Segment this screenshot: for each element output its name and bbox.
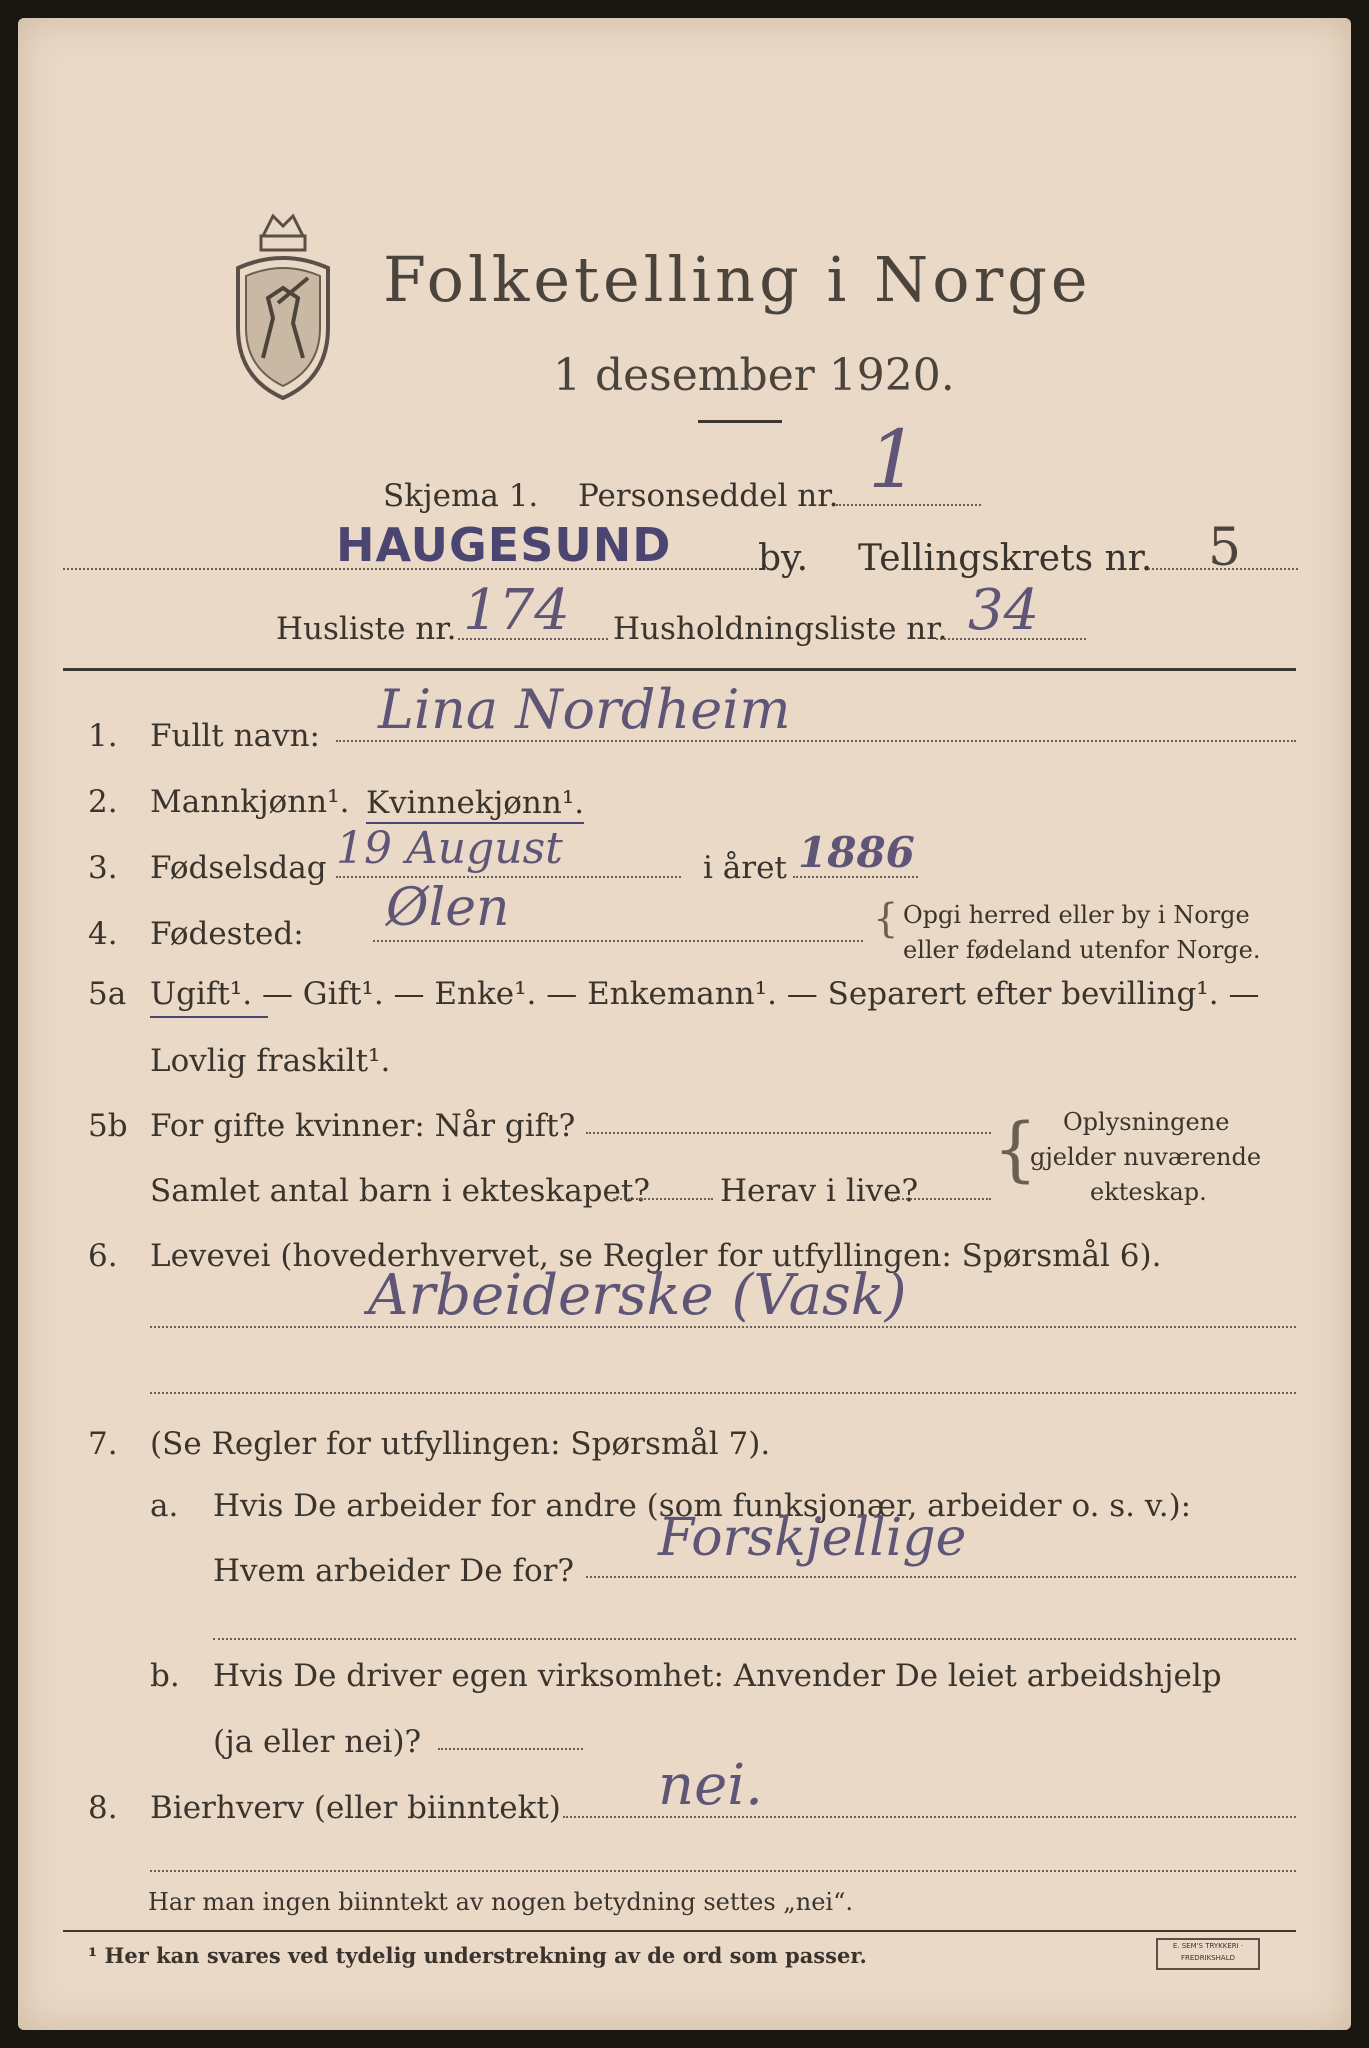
- husholdning-label: Husholdningsliste nr.: [613, 611, 948, 647]
- marital-status-options[interactable]: Ugift¹. — Gift¹. — Enke¹. — Enkemann¹. — Separert efter bevilling¹. —: [150, 976, 1260, 1012]
- nei-instruction: Har man ingen biinntekt av nogen betydning settes „nei“.: [148, 1888, 853, 1916]
- census-form-paper: [18, 18, 1351, 2030]
- mannkjonn-option[interactable]: Mannkjønn¹.: [150, 784, 350, 820]
- kvinnekjonn-option-underlined[interactable]: Kvinnekjønn¹.: [366, 784, 584, 824]
- q4-number: 4.: [88, 916, 118, 952]
- side-income-line-2: [150, 1870, 1296, 1872]
- footnote-separator: [63, 1930, 1296, 1932]
- q4-note-brace: {: [873, 896, 899, 942]
- q5b-number: 5b: [88, 1108, 128, 1144]
- q6-label: Levevei (hovederhvervet, se Regler for utfyllingen: Spørsmål 6).: [150, 1238, 1162, 1274]
- q7-label: (Se Regler for utfyllingen: Spørsmål 7).: [150, 1426, 771, 1462]
- children-alive-label: Herav i live?: [720, 1173, 919, 1209]
- tellingskrets-value[interactable]: 5: [1208, 518, 1242, 578]
- husliste-value[interactable]: 174: [463, 578, 570, 643]
- q7-number: 7.: [88, 1426, 118, 1462]
- husliste-label: Husliste nr.: [276, 611, 457, 647]
- q7a-line1: Hvis De arbeider for andre (som funksjonær, arbeider o. s. v.):: [213, 1488, 1192, 1524]
- form-title: Folketelling i Norge: [383, 243, 1092, 316]
- q7a-line2: Hvem arbeider De for?: [213, 1553, 575, 1589]
- q5b-note-line2: gjelder nuværende: [1030, 1143, 1262, 1171]
- census-date: 1 desember 1920.: [553, 350, 955, 401]
- q1-label: Fullt navn:: [150, 718, 320, 754]
- q5b-when-married-label: For gifte kvinner: Når gift?: [150, 1108, 576, 1144]
- full-name-value[interactable]: Lina Nordheim: [378, 678, 791, 741]
- lovlig-fraskilt-option[interactable]: Lovlig fraskilt¹.: [150, 1043, 391, 1079]
- year-label: i året: [703, 850, 787, 886]
- birthplace-line: [373, 940, 863, 942]
- q5b-note-line1: Oplysningene: [1063, 1108, 1230, 1136]
- when-married-line: [586, 1132, 991, 1134]
- q4-note-line1: Opgi herred eller by i Norge: [903, 901, 1250, 929]
- side-income-value[interactable]: nei.: [658, 1753, 763, 1818]
- city-stamp: HAUGESUND: [336, 518, 672, 572]
- q7b-line2: (ja eller nei)?: [213, 1724, 422, 1760]
- q4-note-line2: eller fødeland utenfor Norge.: [903, 936, 1261, 964]
- children-total-line: [613, 1198, 713, 1200]
- norwegian-coat-of-arms-icon: [228, 208, 338, 408]
- header-separator: [63, 668, 1296, 671]
- q5b-note-line3: ekteskap.: [1090, 1178, 1207, 1206]
- tellingskrets-label: Tellingskrets nr.: [858, 538, 1153, 579]
- occupation-line-2: [150, 1392, 1296, 1394]
- q8-label: Bierhverv (eller biinntekt): [150, 1790, 561, 1826]
- husholdning-value[interactable]: 34: [968, 578, 1040, 643]
- by-label: by.: [758, 538, 809, 579]
- employer-line-2: [213, 1638, 1296, 1640]
- q3-label: Fødselsdag: [150, 850, 327, 886]
- q2-number: 2.: [88, 784, 118, 820]
- q1-number: 1.: [88, 718, 118, 754]
- q8-number: 8.: [88, 1790, 118, 1826]
- children-alive-line: [891, 1198, 991, 1200]
- birthday-value[interactable]: 19 August: [336, 823, 563, 874]
- footnote: ¹ Her kan svares ved tydelig understrekning av de ord som passer.: [88, 1943, 867, 1968]
- birth-year-value[interactable]: 1886: [798, 828, 915, 877]
- ugift-underline: [150, 1016, 268, 1018]
- employer-line: [586, 1576, 1296, 1578]
- hired-help-line: [438, 1748, 583, 1750]
- q4-label: Fødested:: [150, 916, 304, 952]
- schema-label: Skjema 1.: [383, 478, 539, 514]
- q7a-letter: a.: [150, 1488, 179, 1524]
- personseddel-label: Personseddel nr.: [578, 478, 839, 514]
- title-divider: [698, 420, 782, 423]
- q3-number: 3.: [88, 850, 118, 886]
- q5a-number: 5a: [88, 976, 127, 1012]
- q7b-line1: Hvis De driver egen virksomhet: Anvender De leiet arbeidshjelp: [213, 1658, 1222, 1694]
- birthplace-value[interactable]: Ølen: [386, 878, 510, 938]
- personseddel-value[interactable]: 1: [868, 413, 919, 506]
- printer-stamp: E. SEM'S TRYKKERI · FREDRIKSHALD: [1156, 1938, 1260, 1970]
- q5b-note-brace: {: [993, 1108, 1038, 1190]
- occupation-value[interactable]: Arbeiderske (Vask): [368, 1263, 907, 1328]
- children-total-label: Samlet antal barn i ekteskapet?: [150, 1173, 650, 1209]
- employer-value[interactable]: Forskjellige: [658, 1508, 967, 1568]
- q7b-letter: b.: [150, 1658, 180, 1694]
- q6-number: 6.: [88, 1238, 118, 1274]
